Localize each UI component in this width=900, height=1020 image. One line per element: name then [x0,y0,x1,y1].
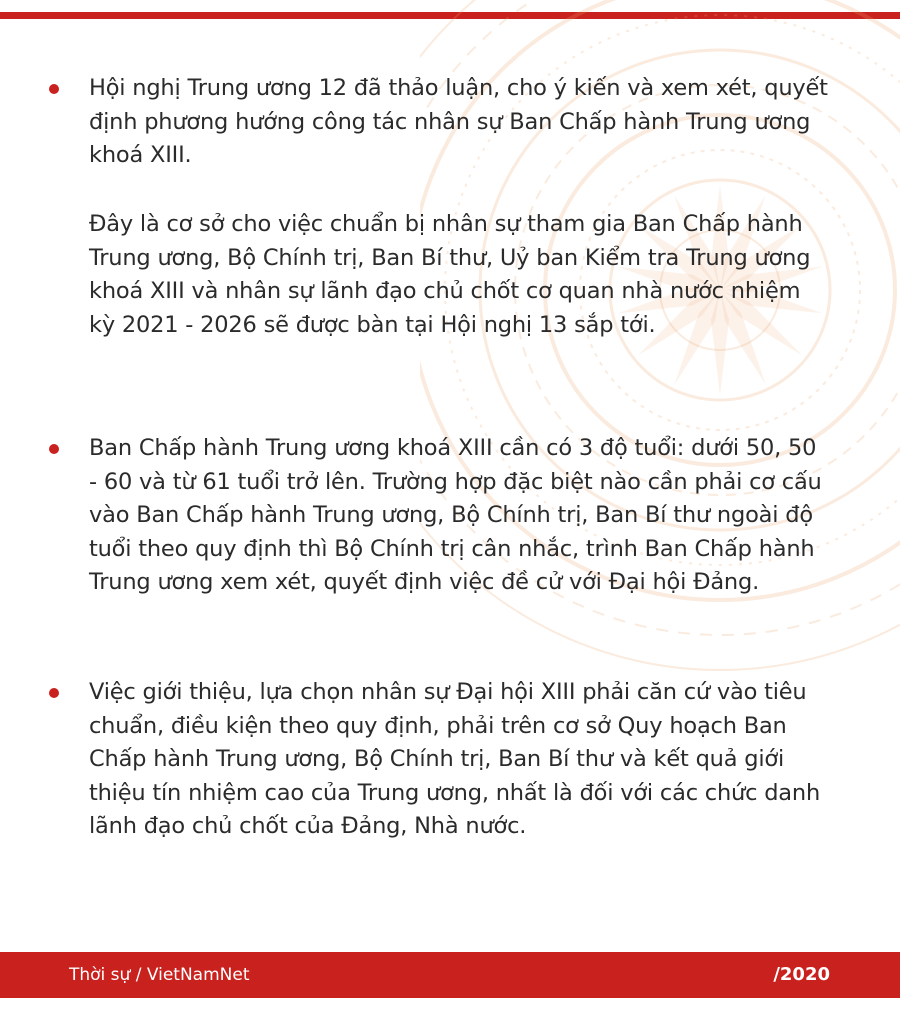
bullet-icon [49,444,59,454]
paragraph: Hội nghị Trung ương 12 đã thảo luận, cho ý kiến và xem xét, quyết định phương hướng công tác nhân sự Ban Chấp hành Trung ương khoá XIII. [89,75,828,169]
footer-source: Thời sự / VietNamNet [69,965,250,985]
paragraph: Đây là cơ sở cho việc chuẩn bị nhân sự tham gia Ban Chấp hành Trung ương, Bộ Chính trị, Ban Bí thư, Uỷ ban Kiểm tra Trung ương khoá XIII và nhân sự lãnh đạo chủ chốt cơ quan nhà nước nhiệm kỳ 2021 - 2026 sẽ được bàn tại Hội nghị 13 sắp tới. [89,211,811,338]
bullet-icon [49,688,59,698]
paragraph: Ban Chấp hành Trung ương khoá XIII cần có 3 độ tuổi: dưới 50, 50 - 60 và từ 61 tuổi trở lên. Trường hợp đặc biệt nào cần phải cơ cấu vào Ban Chấp hành Trung ương, Bộ Chính trị, Ban Bí thư ngoài độ tuổi theo quy định thì Bộ Chính trị cân nhắc, trình Ban Chấp hành Trung ương xem xét, quyết định việc đề cử với Đại hội Đảng. [89,435,822,596]
footer-year: /2020 [773,964,830,985]
bullet-icon [49,84,59,94]
footer-bar [0,952,900,998]
paragraph: Việc giới thiệu, lựa chọn nhân sự Đại hội XIII phải căn cứ vào tiêu chuẩn, điều kiện theo quy định, phải trên cơ sở Quy hoạch Ban Chấp hành Trung ương, Bộ Chính trị, Ban Bí thư và kết quả giới thiệu tín nhiệm cao của Trung ương, nhất là đối với các chức danh lãnh đạo chủ chốt của Đảng, Nhà nước. [89,679,821,840]
top-accent-bar [0,12,900,19]
